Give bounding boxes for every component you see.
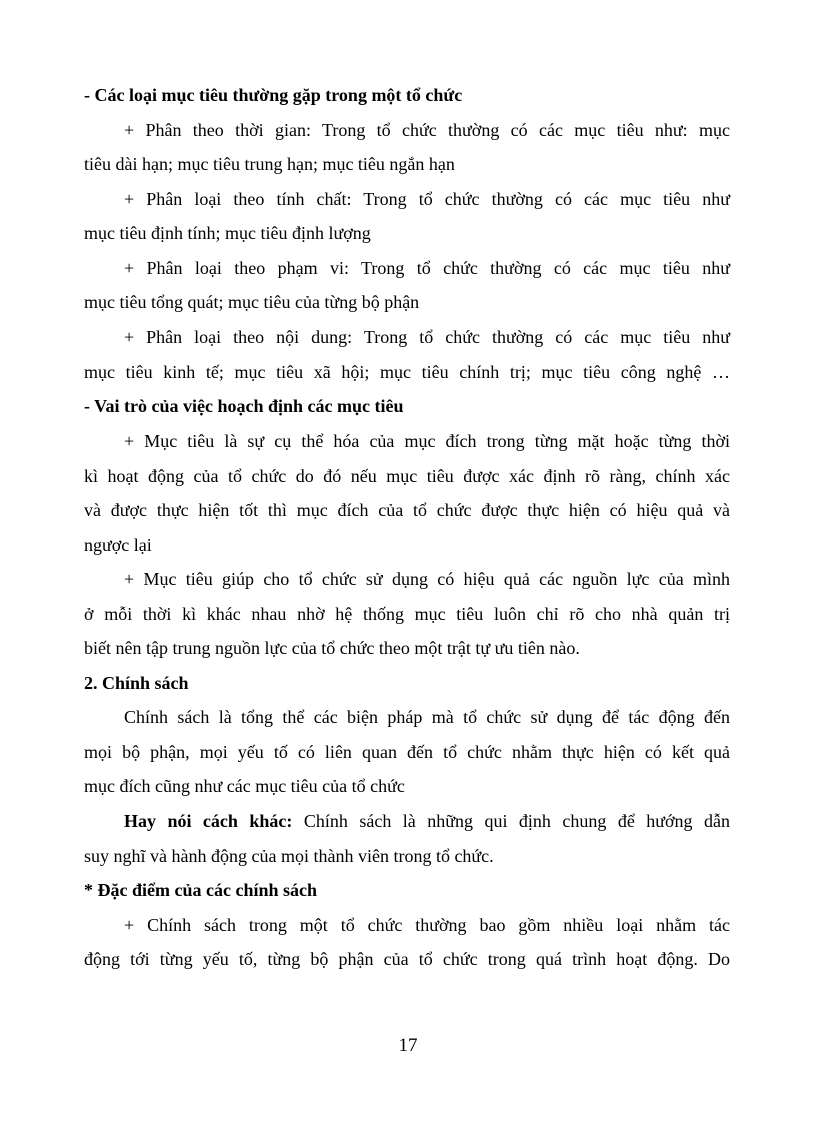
heading-policy: 2. Chính sách bbox=[84, 673, 189, 693]
policy-alt-line1 bbox=[124, 810, 730, 832]
policy-alt-label: Hay nói cách khác: bbox=[124, 811, 293, 831]
features-para-line1: + Chính sách trong một tổ chức thường bao gồm nhiều loại nhằm tác bbox=[124, 915, 730, 935]
policy-definition-line1: Chính sách là tổng thể các biện pháp mà tổ chức sử dụng để tác động đến bbox=[124, 707, 730, 727]
features-para-line2: động tới từng yếu tố, từng bộ phận của tổ chức trong quá trình hoạt động. Do bbox=[84, 949, 730, 969]
goal-type-time-line2: tiêu dài hạn; mục tiêu trung hạn; mục tiêu ngắn hạn bbox=[84, 154, 455, 174]
goal-type-scope-line2: mục tiêu tổng quát; mục tiêu của từng bộ phận bbox=[84, 292, 420, 312]
role-para1-line3: và được thực hiện tốt thì mục đích của tổ chức được thực hiện có hiệu quả và bbox=[84, 500, 730, 520]
policy-alt-line2: suy nghĩ và hành động của mọi thành viên trong tổ chức. bbox=[84, 846, 494, 866]
role-para2-line3: biết nên tập trung nguồn lực của tổ chức theo một trật tự ưu tiên nào. bbox=[84, 638, 580, 658]
page-number: 17 bbox=[398, 1035, 418, 1056]
goal-type-nature-line2: mục tiêu định tính; mục tiêu định lượng bbox=[84, 223, 371, 243]
heading-policy-features: * Đặc điểm của các chính sách bbox=[84, 880, 317, 900]
goal-type-content-line1: + Phân loại theo nội dung: Trong tổ chức thường có các mục tiêu như bbox=[124, 327, 730, 347]
policy-definition-line2: mọi bộ phận, mọi yếu tố có liên quan đến tổ chức nhằm thực hiện có kết quả bbox=[84, 742, 730, 762]
goal-type-content-line2: mục tiêu kinh tế; mục tiêu xã hội; mục tiêu chính trị; mục tiêu công nghệ … bbox=[84, 362, 730, 382]
policy-alt-text: Chính sách là những qui định chung để hướng dẫn bbox=[292, 811, 731, 831]
role-para1-line2: kì hoạt động của tổ chức do đó nếu mục tiêu được xác định rõ ràng, chính xác bbox=[84, 466, 730, 486]
role-para2-line1: + Mục tiêu giúp cho tổ chức sử dụng có hiệu quả các nguồn lực của mình bbox=[124, 569, 730, 589]
policy-definition-line3: mục đích cũng như các mục tiêu của tổ chức bbox=[84, 776, 405, 796]
role-para1-line1: + Mục tiêu là sự cụ thể hóa của mục đích trong từng mặt hoặc từng thời bbox=[124, 431, 730, 451]
role-para1-line4: ngược lại bbox=[84, 535, 152, 555]
goal-type-scope-line1: + Phân loại theo phạm vi: Trong tổ chức thường có các mục tiêu như bbox=[124, 258, 730, 278]
heading-goal-types: - Các loại mục tiêu thường gặp trong một tổ chức bbox=[84, 85, 463, 105]
role-para2-line2: ở mỗi thời kì khác nhau nhờ hệ thống mục tiêu luôn chỉ rõ cho nhà quản trị bbox=[84, 604, 730, 624]
goal-type-nature-line1: + Phân loại theo tính chất: Trong tổ chức thường có các mục tiêu như bbox=[124, 189, 730, 209]
goal-type-time-line1: + Phân theo thời gian: Trong tổ chức thường có các mục tiêu như: mục bbox=[124, 120, 730, 140]
heading-role: - Vai trò của việc hoạch định các mục tiêu bbox=[84, 396, 404, 416]
